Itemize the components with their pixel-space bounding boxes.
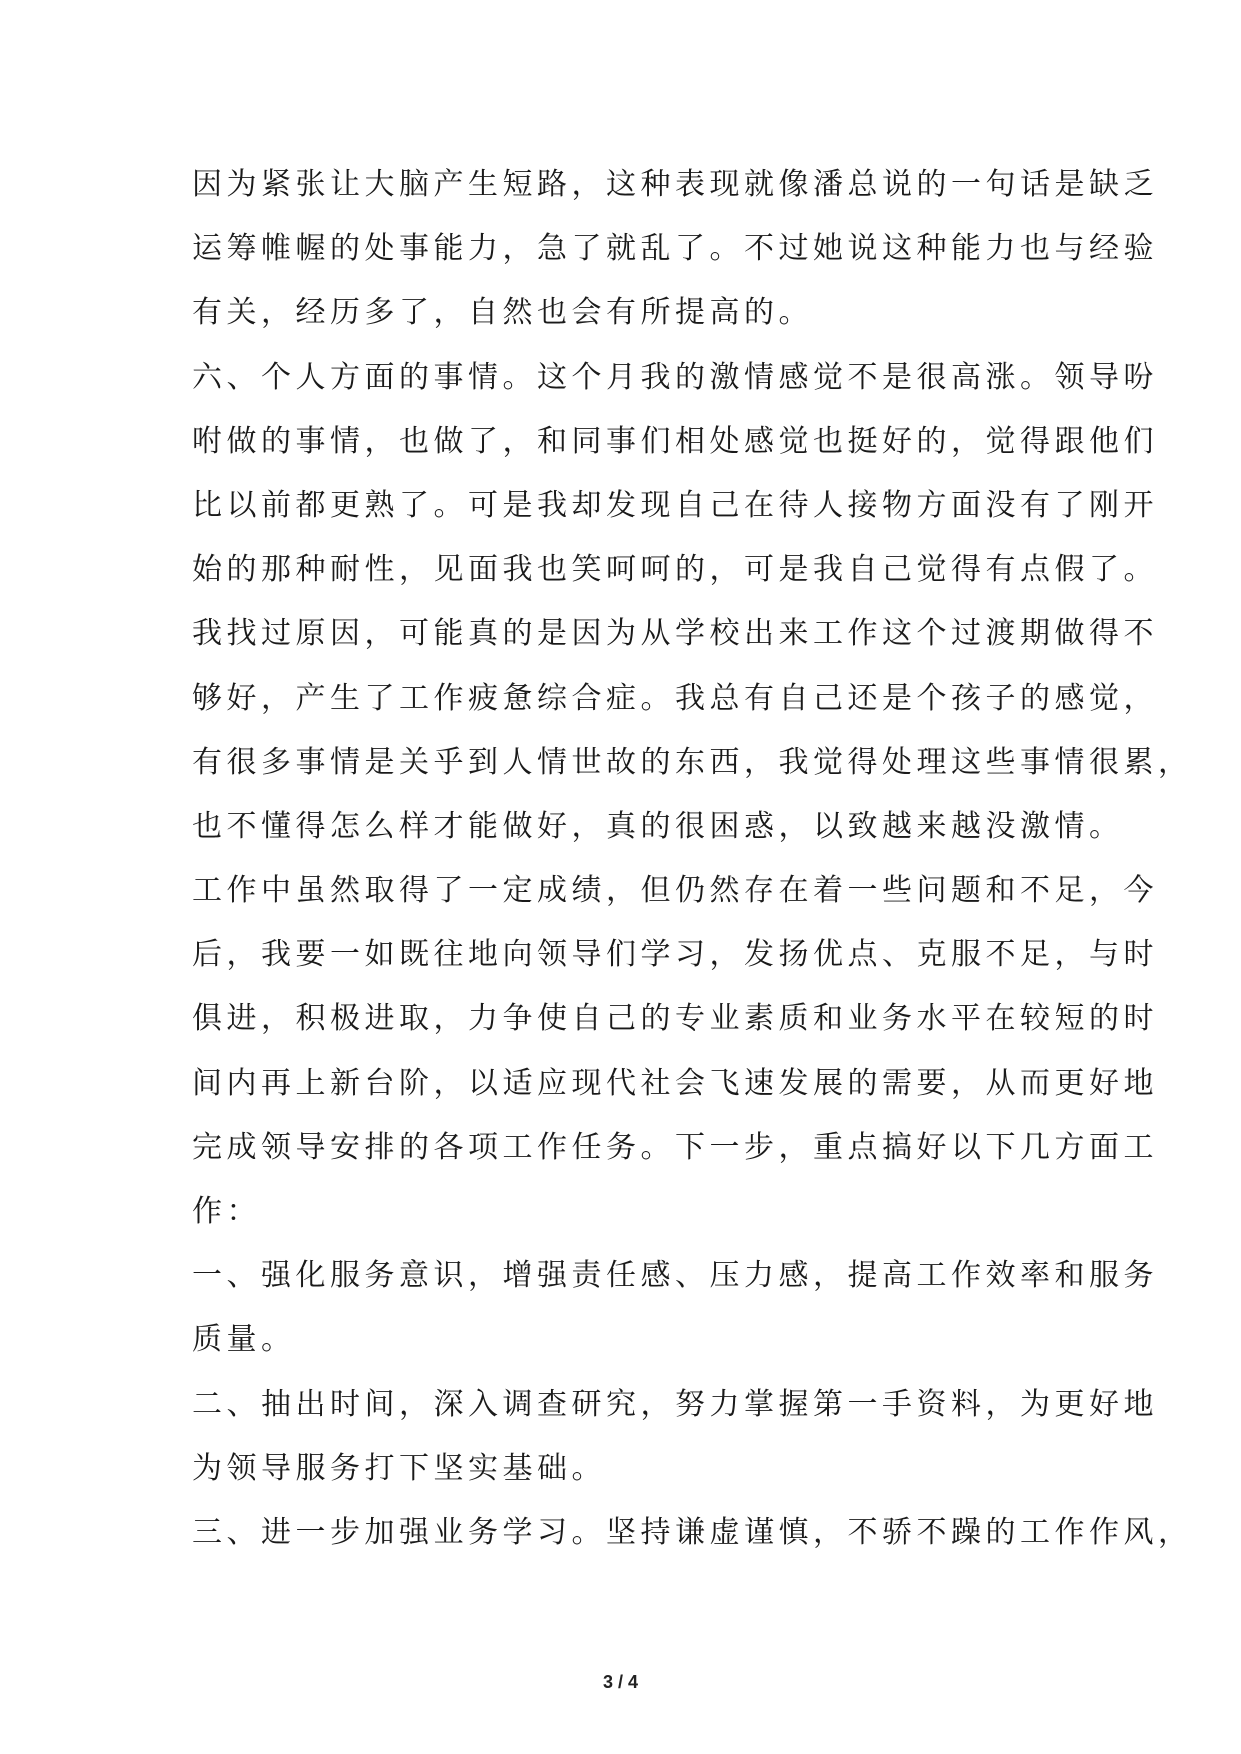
text-line: 作： <box>192 1194 261 1229</box>
text-line: 二、抽出时间，深入调查研究，努力掌握第一手资料，为更好地 <box>192 1386 1158 1422</box>
text-line: 因为紧张让大脑产生短路，这种表现就像潘总说的一句话是缺乏 <box>192 167 1158 202</box>
text-line: 间内再上新台阶，以适应现代社会飞速发展的需要，从而更好地 <box>192 1065 1158 1101</box>
text-line: 我找过原因，可能真的是因为从学校出来工作这个过渡期做得不 <box>192 616 1158 652</box>
text-line: 有关，经历多了，自然也会有所提高的。 <box>192 295 813 331</box>
text-line: 俱进，积极进取，力争使自己的专业素质和业务水平在较短的时 <box>192 1001 1158 1037</box>
text-line: 有很多事情是关乎到人情世故的东西，我觉得处理这些事情很累， <box>192 744 1193 780</box>
text-line: 后，我要一如既往地向领导们学习，发扬优点、克服不足，与时 <box>192 937 1158 973</box>
text-line: 完成领导安排的各项工作任务。下一步，重点搞好以下几方面工 <box>192 1129 1158 1165</box>
text-line: 比以前都更熟了。可是我却发现自己在待人接物方面没有了刚开 <box>192 487 1158 523</box>
text-line: 质量。 <box>192 1322 296 1358</box>
text-line: 六、个人方面的事情。这个月我的激情感觉不是很高涨。领导吩 <box>192 359 1158 395</box>
text-line: 工作中虽然取得了一定成绩，但仍然存在着一些问题和不足，今 <box>192 873 1158 909</box>
text-line: 一、强化服务意识，增强责任感、压力感，提高工作效率和服务 <box>192 1258 1158 1294</box>
text-line: 运筹帷幄的处事能力，急了就乱了。不过她说这种能力也与经验 <box>192 231 1158 267</box>
text-line: 也不懂得怎么样才能做好，真的很困惑，以致越来越没激情。 <box>192 808 1124 844</box>
text-line: 始的那种耐性，见面我也笑呵呵的，可是我自己觉得有点假了。 <box>192 552 1158 588</box>
page-number: 3 / 4 <box>602 1672 639 1692</box>
text-line: 为领导服务打下坚实基础。 <box>192 1450 606 1486</box>
document-body <box>192 153 1193 1565</box>
text-line: 够好，产生了工作疲惫综合症。我总有自己还是个孩子的感觉， <box>192 680 1158 716</box>
text-line: 三、进一步加强业务学习。坚持谦虚谨慎，不骄不躁的工作作风， <box>192 1514 1193 1550</box>
text-line: 咐做的事情，也做了，和同事们相处感觉也挺好的，觉得跟他们 <box>192 423 1158 459</box>
